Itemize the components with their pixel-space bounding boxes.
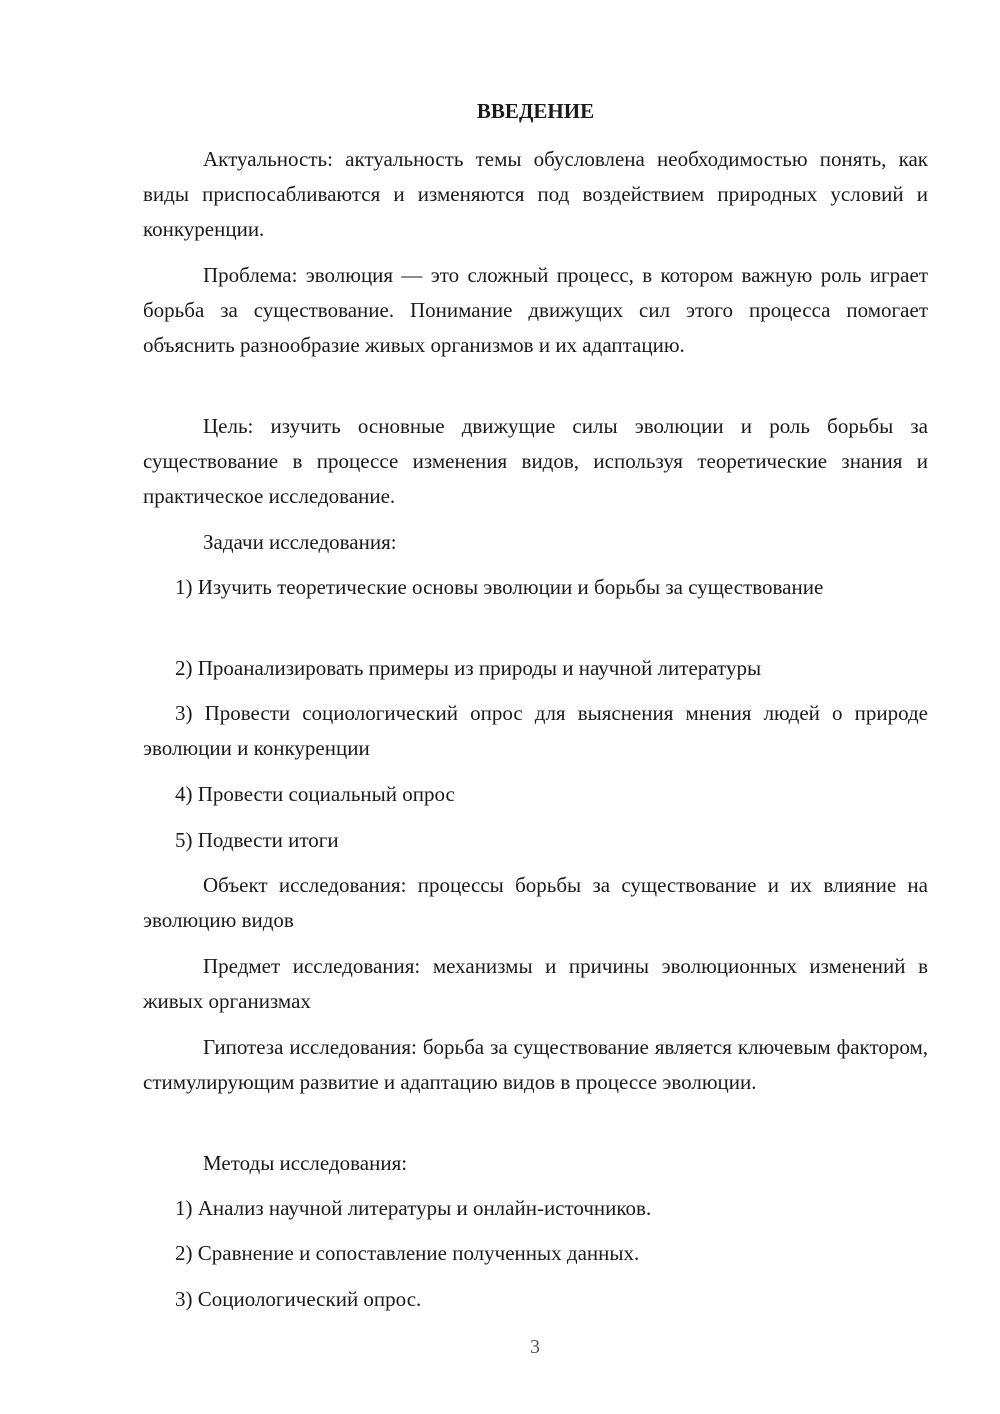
tasks-heading: Задачи исследования:	[203, 530, 397, 554]
task-item: 4) Провести социальный опрос	[175, 782, 455, 806]
hypothesis-paragraph: Гипотеза исследования: борьба за существование является ключевым фактором, стимулирующим развитие и адаптацию видов в процессе эволюции.	[143, 1035, 928, 1094]
method-item: 1) Анализ научной литературы и онлайн-источников.	[175, 1196, 652, 1220]
task-item: 5) Подвести итоги	[175, 828, 339, 852]
problem-paragraph: Проблема: эволюция — это сложный процесс, в котором важную роль играет борьба за существование. Понимание движущих сил этого процесса помогает объяснить разнообразие живых организмов и их адаптацию.	[143, 263, 928, 357]
method-item: 2) Сравнение и сопоставление полученных данных.	[175, 1241, 640, 1265]
page-number: 3	[530, 1336, 540, 1358]
goal-paragraph: Цель: изучить основные движущие силы эволюции и роль борьбы за существование в процессе изменения видов, используя теоретические знания и практическое исследование.	[143, 414, 928, 508]
page-title: ВВЕДЕНИЕ	[476, 99, 595, 123]
object-paragraph: Объект исследования: процессы борьбы за существование и их влияние на эволюцию видов	[143, 873, 928, 932]
subject-paragraph: Предмет исследования: механизмы и причины эволюционных изменений в живых организмах	[143, 954, 928, 1013]
relevance-paragraph: Актуальность: актуальность темы обусловлена необходимостью понять, как виды приспосабливаются и изменяются под воздействием природных условий и конкуренции.	[143, 147, 928, 241]
method-item: 3) Социологический опрос.	[175, 1287, 422, 1311]
task-item: 3) Провести социологический опрос для выяснения мнения людей о природе эволюции и конкуренции	[143, 701, 928, 760]
methods-heading: Методы исследования:	[203, 1151, 408, 1175]
task-item: 2) Проанализировать примеры из природы и научной литературы	[175, 656, 762, 680]
task-item: 1) Изучить теоретические основы эволюции и борьбы за существование	[175, 575, 824, 599]
